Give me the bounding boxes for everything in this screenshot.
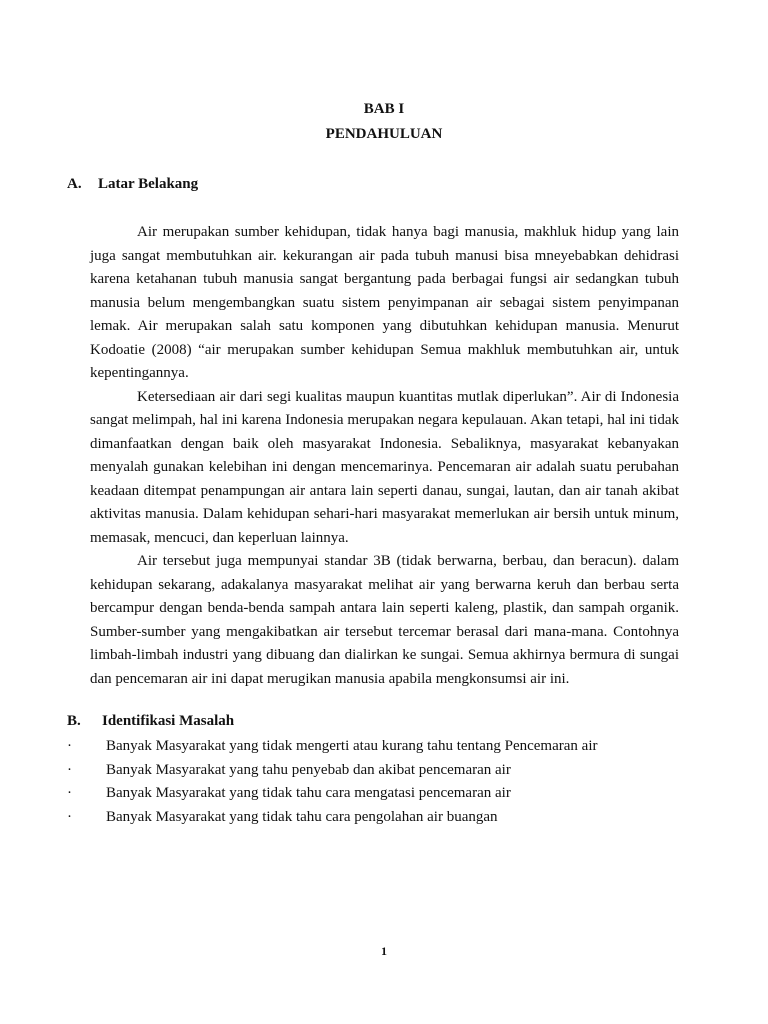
- list-item: [67, 759, 687, 783]
- list-item-text: Banyak Masyarakat yang tidak tahu cara pengolahan air buangan: [106, 808, 498, 825]
- bullet-dot-icon: ·: [67, 808, 72, 825]
- problem-list: [67, 735, 687, 829]
- bullet-dot-icon: ·: [67, 785, 72, 801]
- section-a-heading: [67, 175, 198, 193]
- section-a-title: Latar Belakang: [98, 176, 199, 192]
- bullet-dot-icon: ·: [67, 738, 72, 754]
- section-b-title: Identifikasi Masalah: [102, 713, 235, 729]
- paragraph: Air merupakan sumber kehidupan, tidak hanya bagi manusia, makhluk hidup yang lain juga sangat membutuhkan air. kekurangan air pada tubuh manusi bisa mneyebabkan dehidrasi karena ketahanan tubuh manusia sangat bergantung pada berbagai fungsi air sedangkan tubuh manusia belum mengembangkan suatu sistem penyimpanan air sebagai sistem penyimpanan lemak. Air merupakan salah satu komponen yang dibutuhkan kehidupan manusia. Menurut Kodoatie (2008) “air merupakan sumber kehidupan Semua makhluk membutuhkan air, untuk kepentingannya.: [90, 224, 679, 381]
- paragraph: Ketersediaan air dari segi kualitas maupun kuantitas mutlak diperlukan”. Air di Indonesia sangat melimpah, hal ini karena Indonesia merupakan negara kepulauan. Akan tetapi, hal ini tidak dimanfaatkan dengan baik oleh masyarakat Indonesia. Sebaliknya, masyarakat kebanyakan menyalah gunakan kelebihan ini dengan mencemarinya. Pencemaran air adalah suatu perubahan keadaan ditempat penampungan air antara lain seperti danau, sungai, lautan, dan air tanah akibat aktivitas manusia. Dalam kehidupan sehari-hari masyarakat memerlukan air bersih untuk minum, memasak, mencuci, dan keperluan lainnya.: [90, 388, 679, 546]
- list-item: [67, 735, 687, 759]
- chapter-number: BAB I: [363, 101, 405, 117]
- section-a-label: A.: [67, 176, 82, 192]
- section-a-body: [90, 221, 679, 691]
- list-item-text: Banyak Masyarakat yang tidak tahu cara mengatasi pencemaran air: [106, 785, 511, 801]
- list-item-text: Banyak Masyarakat yang tahu penyebab dan akibat pencemaran air: [106, 761, 511, 778]
- chapter-title: PENDAHULUAN: [325, 126, 443, 142]
- paragraph: Air tersebut juga mempunyai standar 3B (tidak berwarna, berbau, dan beracun). dalam kehidupan sekarang, adakalanya masyarakat melihat air yang berwarna keruh dan berbau serta bercampur dengan benda-benda sampah antara lain seperti kaleng, plastik, dan sampah organik. Sumber-sumber yang mengakibatkan air tersebut tercemar berasal dari mana-mana. Contohnya limbah-limbah industri yang dibuang dan dialirkan ke sungai. Semua akhirnya bermura di sungai dan pencemaran air ini dapat merugikan manusia apabila mengkonsumsi air ini.: [90, 553, 679, 687]
- list-item: [67, 806, 687, 830]
- section-b-label: B.: [67, 713, 81, 729]
- page-number: 1: [381, 944, 387, 958]
- list-item-text: Banyak Masyarakat yang tidak mengerti atau kurang tahu tentang Pencemaran air: [106, 738, 598, 754]
- list-item: [67, 782, 687, 806]
- bullet-dot-icon: ·: [67, 761, 72, 778]
- section-b-heading: [67, 712, 234, 730]
